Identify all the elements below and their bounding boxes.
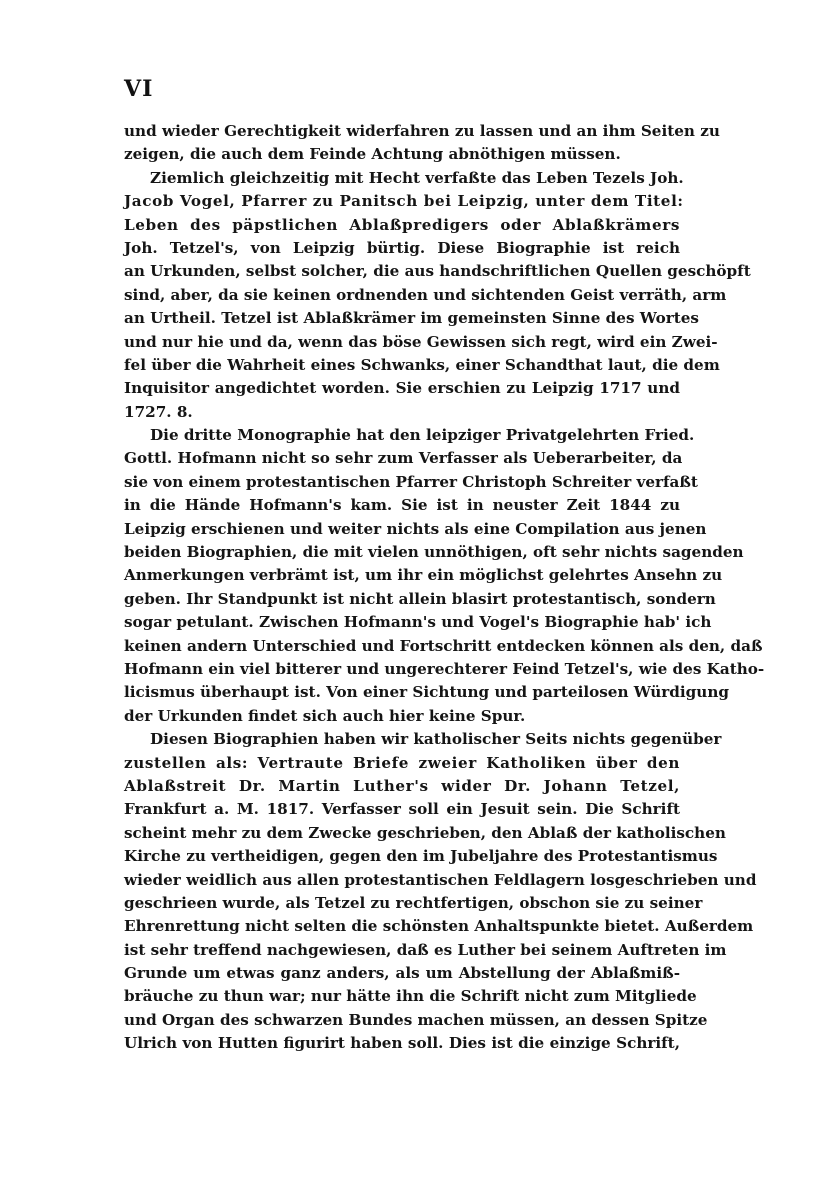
page-number: VI bbox=[124, 76, 154, 102]
text-line: Hofmann ein viel bitterer und ungerechterer Feind Tetzel's, wie des Katho- bbox=[124, 659, 765, 678]
text-line: zustellen als: Vertraute Briefe zweier Katholiken über den bbox=[124, 753, 680, 772]
text-line: Leben des päpstlichen Ablaßpredigers oder Ablaßkrämers bbox=[124, 215, 680, 234]
text-line: und wieder Gerechtigkeit widerfahren zu lassen und an ihm Seiten zu bbox=[124, 122, 720, 140]
text-line: ist sehr treffend nachgewiesen, daß es Luther bei seinem Auftreten im bbox=[124, 940, 727, 959]
text-line: in die Hände Hofmann's kam. Sie ist in neuster Zeit 1844 zu bbox=[124, 496, 680, 515]
text-line: fel über die Wahrheit eines Schwanks, einer Schandthat laut, die dem bbox=[124, 355, 720, 374]
text-line: und nur hie und da, wenn das böse Gewissen sich regt, wird ein Zwei- bbox=[124, 332, 718, 351]
text-line: 1727. 8. bbox=[124, 402, 193, 421]
text-line: Jacob Vogel, Pfarrer zu Panitsch bei Leipzig, unter dem Titel: bbox=[124, 192, 684, 211]
text-line: Grunde um etwas ganz anders, als um Abstellung der Ablaßmiß- bbox=[124, 964, 680, 983]
text-line: an Urkunden, selbst solcher, die aus handschriftlichen Quellen geschöpft bbox=[124, 262, 751, 281]
text-line: geben. Ihr Standpunkt ist nicht allein blasirt protestantisch, sondern bbox=[124, 589, 716, 608]
text-line: beiden Biographien, die mit vielen unnöthigen, oft sehr nichts sagenden bbox=[124, 543, 744, 562]
text-line: sind, aber, da sie keinen ordnenden und sichtenden Geist verräth, arm bbox=[124, 285, 727, 304]
text-line: Kirche zu vertheidigen, gegen den im Jubeljahre des Protestantismus bbox=[124, 847, 718, 866]
text-line: scheint mehr zu dem Zwecke geschrieben, den Ablaß der katholischen bbox=[124, 823, 726, 842]
text-line: Frankfurt a. M. 1817. Verfasser soll ein Jesuit sein. Die Schrift bbox=[124, 800, 680, 819]
text-line: Anmerkungen verbrämt ist, um ihr ein möglichst gelehrtes Ansehn zu bbox=[124, 566, 723, 585]
text-line: an Urtheil. Tetzel ist Ablaßkrämer im gemeinsten Sinne des Wortes bbox=[124, 309, 699, 328]
text-line: geschrieen wurde, als Tetzel zu rechtfertigen, obschon sie zu seiner bbox=[124, 893, 703, 912]
text-line: Ulrich von Hutten figurirt haben soll. Dies ist die einzige Schrift, bbox=[124, 1034, 680, 1053]
text-line: Joh. Tetzel's, von Leipzig bürtig. Diese Biographie ist reich bbox=[124, 238, 680, 257]
text-line: licismus überhaupt ist. Von einer Sichtung und parteilosen Würdigung bbox=[124, 683, 729, 702]
text-line: Ablaßstreit Dr. Martin Luther's wider Dr. Johann Tetzel, bbox=[124, 776, 680, 795]
body-text bbox=[124, 120, 765, 1056]
text-line: sogar petulant. Zwischen Hofmann's und Vogel's Biographie hab' ich bbox=[124, 613, 712, 632]
text-line: Ziemlich gleichzeitig mit Hecht verfaßte das Leben Tezels Joh. bbox=[150, 168, 684, 187]
text-line: Gottl. Hofmann nicht so sehr zum Verfasser als Ueberarbeiter, da bbox=[124, 449, 683, 468]
text-line: wieder weidlich aus allen protestantischen Feldlagern losgeschrieben und bbox=[124, 870, 757, 889]
text-line: Ehrenrettung nicht selten die schönsten Anhaltspunkte bietet. Außerdem bbox=[124, 917, 754, 936]
text-line: Diesen Biographien haben wir katholischer Seits nichts gegenüber bbox=[150, 730, 722, 749]
text-line: der Urkunden findet sich auch hier keine Spur. bbox=[124, 706, 526, 725]
text-line: und Organ des schwarzen Bundes machen müssen, an dessen Spitze bbox=[124, 1010, 708, 1029]
text-line: bräuche zu thun war; nur hätte ihn die Schrift nicht zum Mitgliede bbox=[124, 987, 697, 1006]
text-line: keinen andern Unterschied und Fortschritt entdecken können als den, daß bbox=[124, 636, 763, 655]
text-line: sie von einem protestantischen Pfarrer Christoph Schreiter verfaßt bbox=[124, 472, 698, 491]
text-line: Leipzig erschienen und weiter nichts als eine Compilation aus jenen bbox=[124, 519, 707, 538]
text-line: Inquisitor angedichtet worden. Sie erschien zu Leipzig 1717 und bbox=[124, 379, 680, 398]
text-line: Die dritte Monographie hat den leipziger Privatgelehrten Fried. bbox=[150, 426, 695, 445]
text-line: zeigen, die auch dem Feinde Achtung abnöthigen müssen. bbox=[124, 145, 621, 164]
